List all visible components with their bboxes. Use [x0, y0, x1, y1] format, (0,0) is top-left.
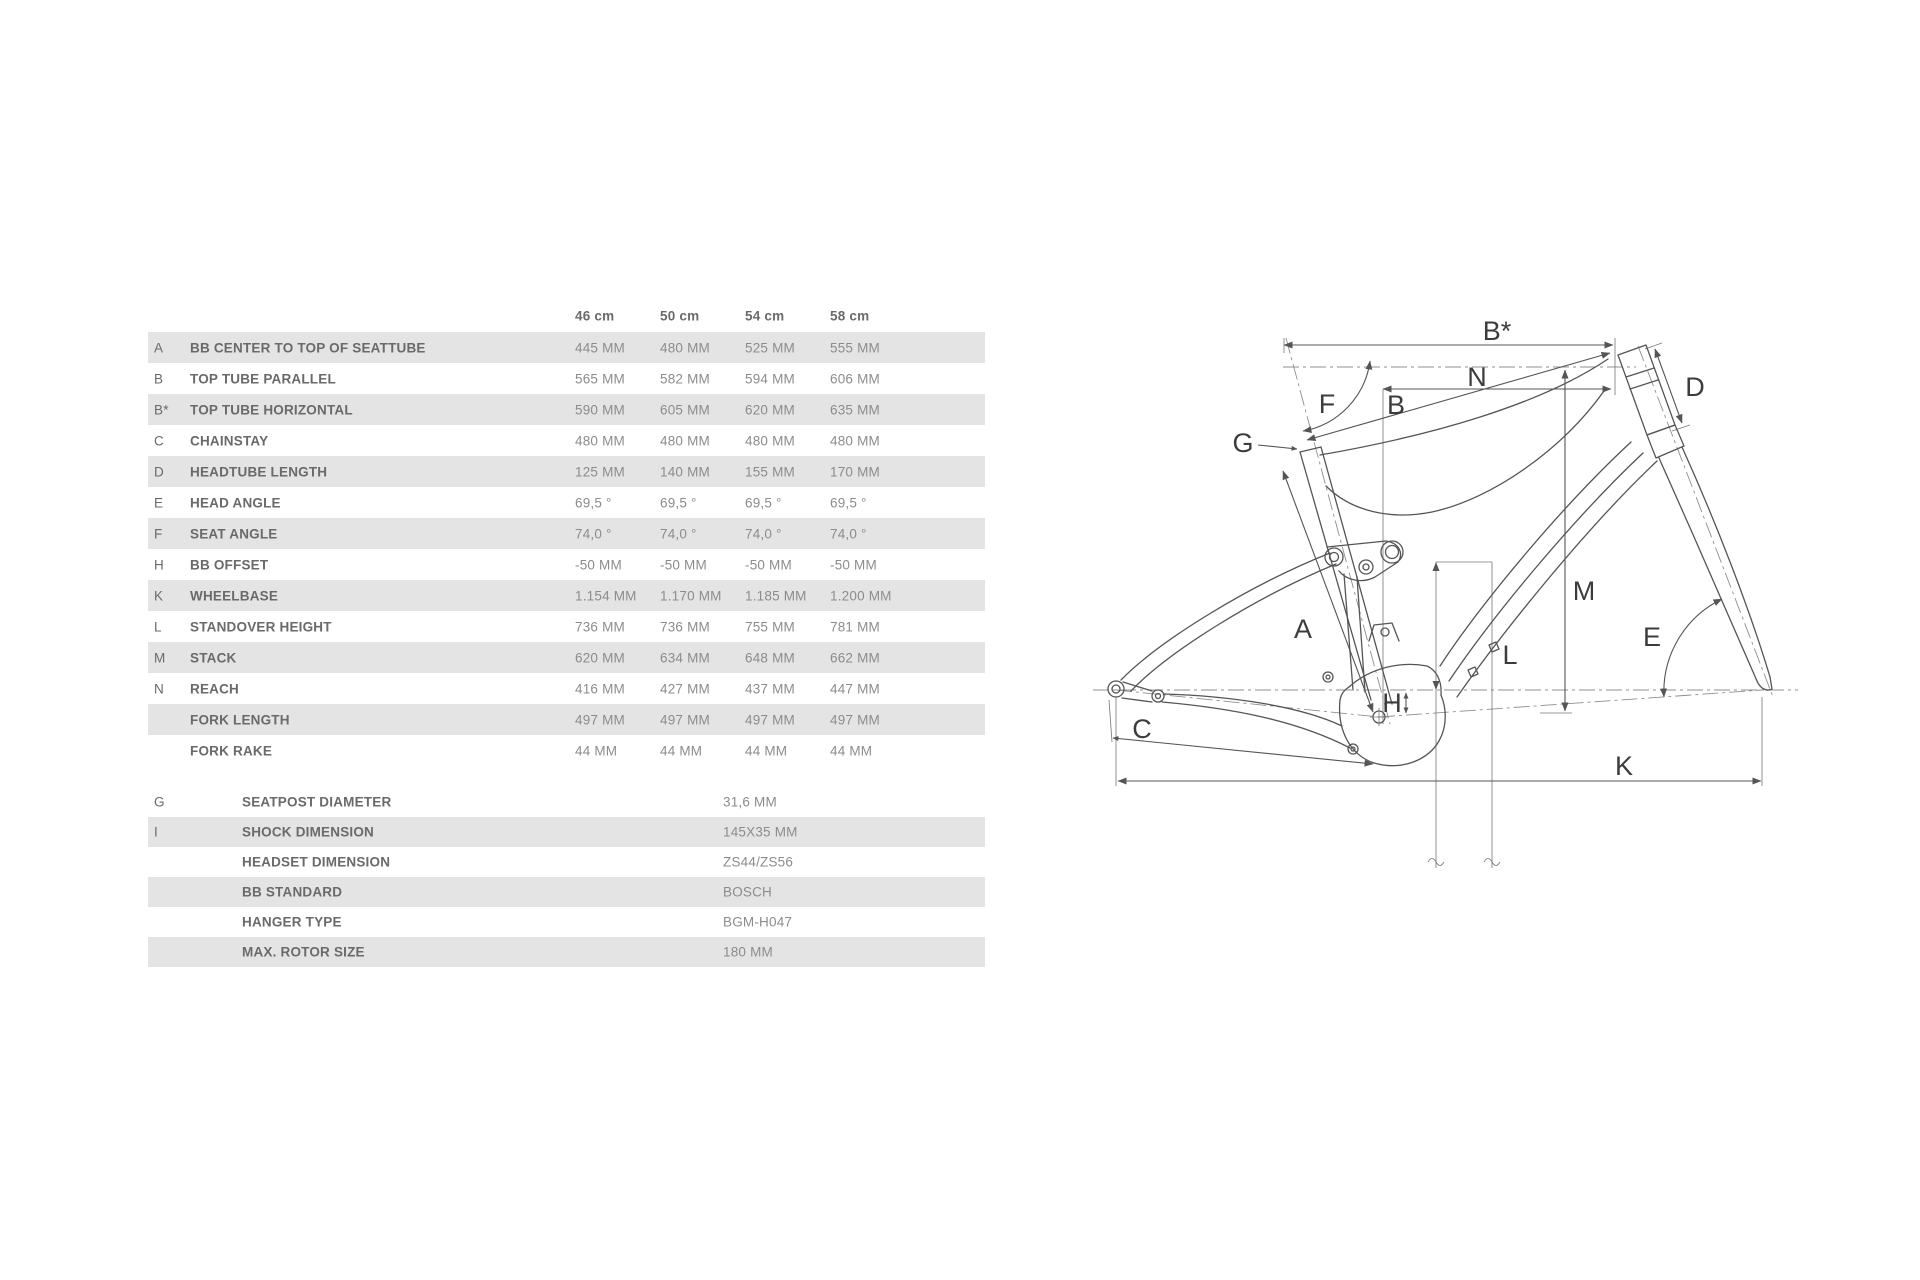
- size-header-46cm: 46 cm: [575, 308, 615, 324]
- row-value: -50 MM: [660, 557, 707, 572]
- row-value: 736 MM: [660, 619, 710, 634]
- row-value: 1.200 MM: [830, 588, 892, 603]
- row-key: D: [154, 464, 164, 479]
- row-value: 497 MM: [830, 712, 880, 727]
- row-value: 497 MM: [575, 712, 625, 727]
- row-value: 170 MM: [830, 464, 880, 479]
- row-value: -50 MM: [830, 557, 877, 572]
- row-label: MAX. ROTOR SIZE: [242, 944, 365, 960]
- row-label: STANDOVER HEIGHT: [190, 619, 332, 634]
- row-value: 497 MM: [660, 712, 710, 727]
- row-value: 497 MM: [745, 712, 795, 727]
- label-g: G: [1232, 428, 1254, 458]
- row-value: 44 MM: [575, 743, 618, 758]
- row-value: 447 MM: [830, 681, 880, 696]
- row-value: 480 MM: [745, 433, 795, 448]
- row-value: BOSCH: [723, 884, 773, 900]
- row-label: TOP TUBE PARALLEL: [190, 371, 336, 386]
- label-a: A: [1293, 614, 1313, 644]
- row-value: 416 MM: [575, 681, 625, 696]
- row-value: 145X35 MM: [723, 824, 798, 840]
- row-label: FORK RAKE: [190, 743, 273, 758]
- row-value: 155 MM: [745, 464, 795, 479]
- row-key: B*: [154, 402, 169, 417]
- row-key: B: [154, 371, 164, 386]
- row-label: SEATPOST DIAMETER: [242, 794, 392, 810]
- row-value: ZS44/ZS56: [723, 854, 794, 870]
- arc-head-angle: [1664, 599, 1722, 697]
- row-key: A: [154, 340, 164, 355]
- dim-line-headtube: [1655, 349, 1682, 423]
- row-value: 781 MM: [830, 619, 880, 634]
- row-key: H: [154, 557, 164, 572]
- row-value: 590 MM: [575, 402, 625, 417]
- label-f: F: [1318, 389, 1336, 419]
- row-value: 480 MM: [660, 433, 710, 448]
- row-value: 1.170 MM: [660, 588, 722, 603]
- row-value: 1.185 MM: [745, 588, 807, 603]
- row-value: 648 MM: [745, 650, 795, 665]
- row-label: HEADTUBE LENGTH: [190, 464, 328, 479]
- row-label: REACH: [190, 681, 240, 696]
- row-key: G: [154, 794, 165, 810]
- frame-outline: [1108, 345, 1772, 766]
- label-b: B: [1386, 390, 1406, 420]
- row-value: 555 MM: [830, 340, 880, 355]
- row-key: E: [154, 495, 164, 510]
- label-b-star: B*: [1482, 316, 1512, 346]
- row-key: F: [154, 526, 163, 541]
- size-header-54cm: 54 cm: [745, 308, 785, 324]
- row-label: WHEELBASE: [190, 588, 279, 603]
- row-value: 565 MM: [575, 371, 625, 386]
- row-value: 605 MM: [660, 402, 710, 417]
- size-header-50cm: 50 cm: [660, 308, 700, 324]
- row-value: 427 MM: [660, 681, 710, 696]
- row-value: 480 MM: [575, 433, 625, 448]
- row-value: 525 MM: [745, 340, 795, 355]
- row-value: 44 MM: [745, 743, 788, 758]
- label-c: C: [1132, 714, 1152, 744]
- row-value: 74,0 °: [745, 526, 782, 541]
- row-value: 180 MM: [723, 944, 773, 960]
- row-value: 620 MM: [575, 650, 625, 665]
- dim-line-chainstay: [1113, 738, 1373, 764]
- row-value: 594 MM: [745, 371, 795, 386]
- extension-lines: [1109, 338, 1762, 868]
- row-key: I: [154, 824, 158, 840]
- row-value: 634 MM: [660, 650, 710, 665]
- row-value: 74,0 °: [660, 526, 697, 541]
- row-value: 69,5 °: [830, 495, 867, 510]
- row-value: 480 MM: [660, 340, 710, 355]
- row-value: 140 MM: [660, 464, 710, 479]
- label-l: L: [1502, 640, 1518, 670]
- row-label: BB OFFSET: [190, 557, 269, 572]
- row-value: -50 MM: [575, 557, 622, 572]
- row-value: BGM-H047: [723, 914, 793, 930]
- row-label: BB CENTER TO TOP OF SEATTUBE: [190, 340, 426, 355]
- label-e: E: [1642, 622, 1662, 652]
- size-header-58cm: 58 cm: [830, 308, 870, 324]
- row-value: 31,6 MM: [723, 794, 777, 810]
- row-value: 445 MM: [575, 340, 625, 355]
- row-value: 1.154 MM: [575, 588, 637, 603]
- row-value: 74,0 °: [575, 526, 612, 541]
- row-value: 69,5 °: [745, 495, 782, 510]
- label-h: H: [1382, 688, 1402, 718]
- row-value: 44 MM: [660, 743, 703, 758]
- row-value: 582 MM: [660, 371, 710, 386]
- row-label: CHAINSTAY: [190, 433, 269, 448]
- row-value: -50 MM: [745, 557, 792, 572]
- row-label: STACK: [190, 650, 237, 665]
- row-value: 69,5 °: [575, 495, 612, 510]
- row-key: L: [154, 619, 162, 634]
- label-n: N: [1467, 362, 1487, 392]
- row-key: N: [154, 681, 164, 696]
- label-m: M: [1572, 576, 1596, 606]
- row-label: HANGER TYPE: [242, 914, 342, 930]
- row-label: HEADSET DIMENSION: [242, 854, 391, 870]
- dimension-lines: [1113, 345, 1761, 781]
- label-d: D: [1685, 372, 1705, 402]
- row-label: SHOCK DIMENSION: [242, 824, 375, 840]
- row-key: C: [154, 433, 164, 448]
- arc-seat-angle: [1303, 361, 1370, 431]
- row-value: 606 MM: [830, 371, 880, 386]
- row-label: HEAD ANGLE: [190, 495, 281, 510]
- row-value: 755 MM: [745, 619, 795, 634]
- row-value: 74,0 °: [830, 526, 867, 541]
- row-label: FORK LENGTH: [190, 712, 290, 727]
- row-value: 437 MM: [745, 681, 795, 696]
- row-value: 125 MM: [575, 464, 625, 479]
- row-value: 620 MM: [745, 402, 795, 417]
- label-k: K: [1614, 751, 1634, 781]
- row-value: 736 MM: [575, 619, 625, 634]
- row-label: TOP TUBE HORIZONTAL: [190, 402, 353, 417]
- leader-seatpost: [1258, 445, 1297, 449]
- row-label: BB STANDARD: [242, 884, 343, 900]
- row-label: SEAT ANGLE: [190, 526, 278, 541]
- row-value: 480 MM: [830, 433, 880, 448]
- row-value: 69,5 °: [660, 495, 697, 510]
- row-value: 44 MM: [830, 743, 873, 758]
- row-value: 662 MM: [830, 650, 880, 665]
- row-key: K: [154, 588, 164, 603]
- row-key: M: [154, 650, 166, 665]
- row-value: 635 MM: [830, 402, 880, 417]
